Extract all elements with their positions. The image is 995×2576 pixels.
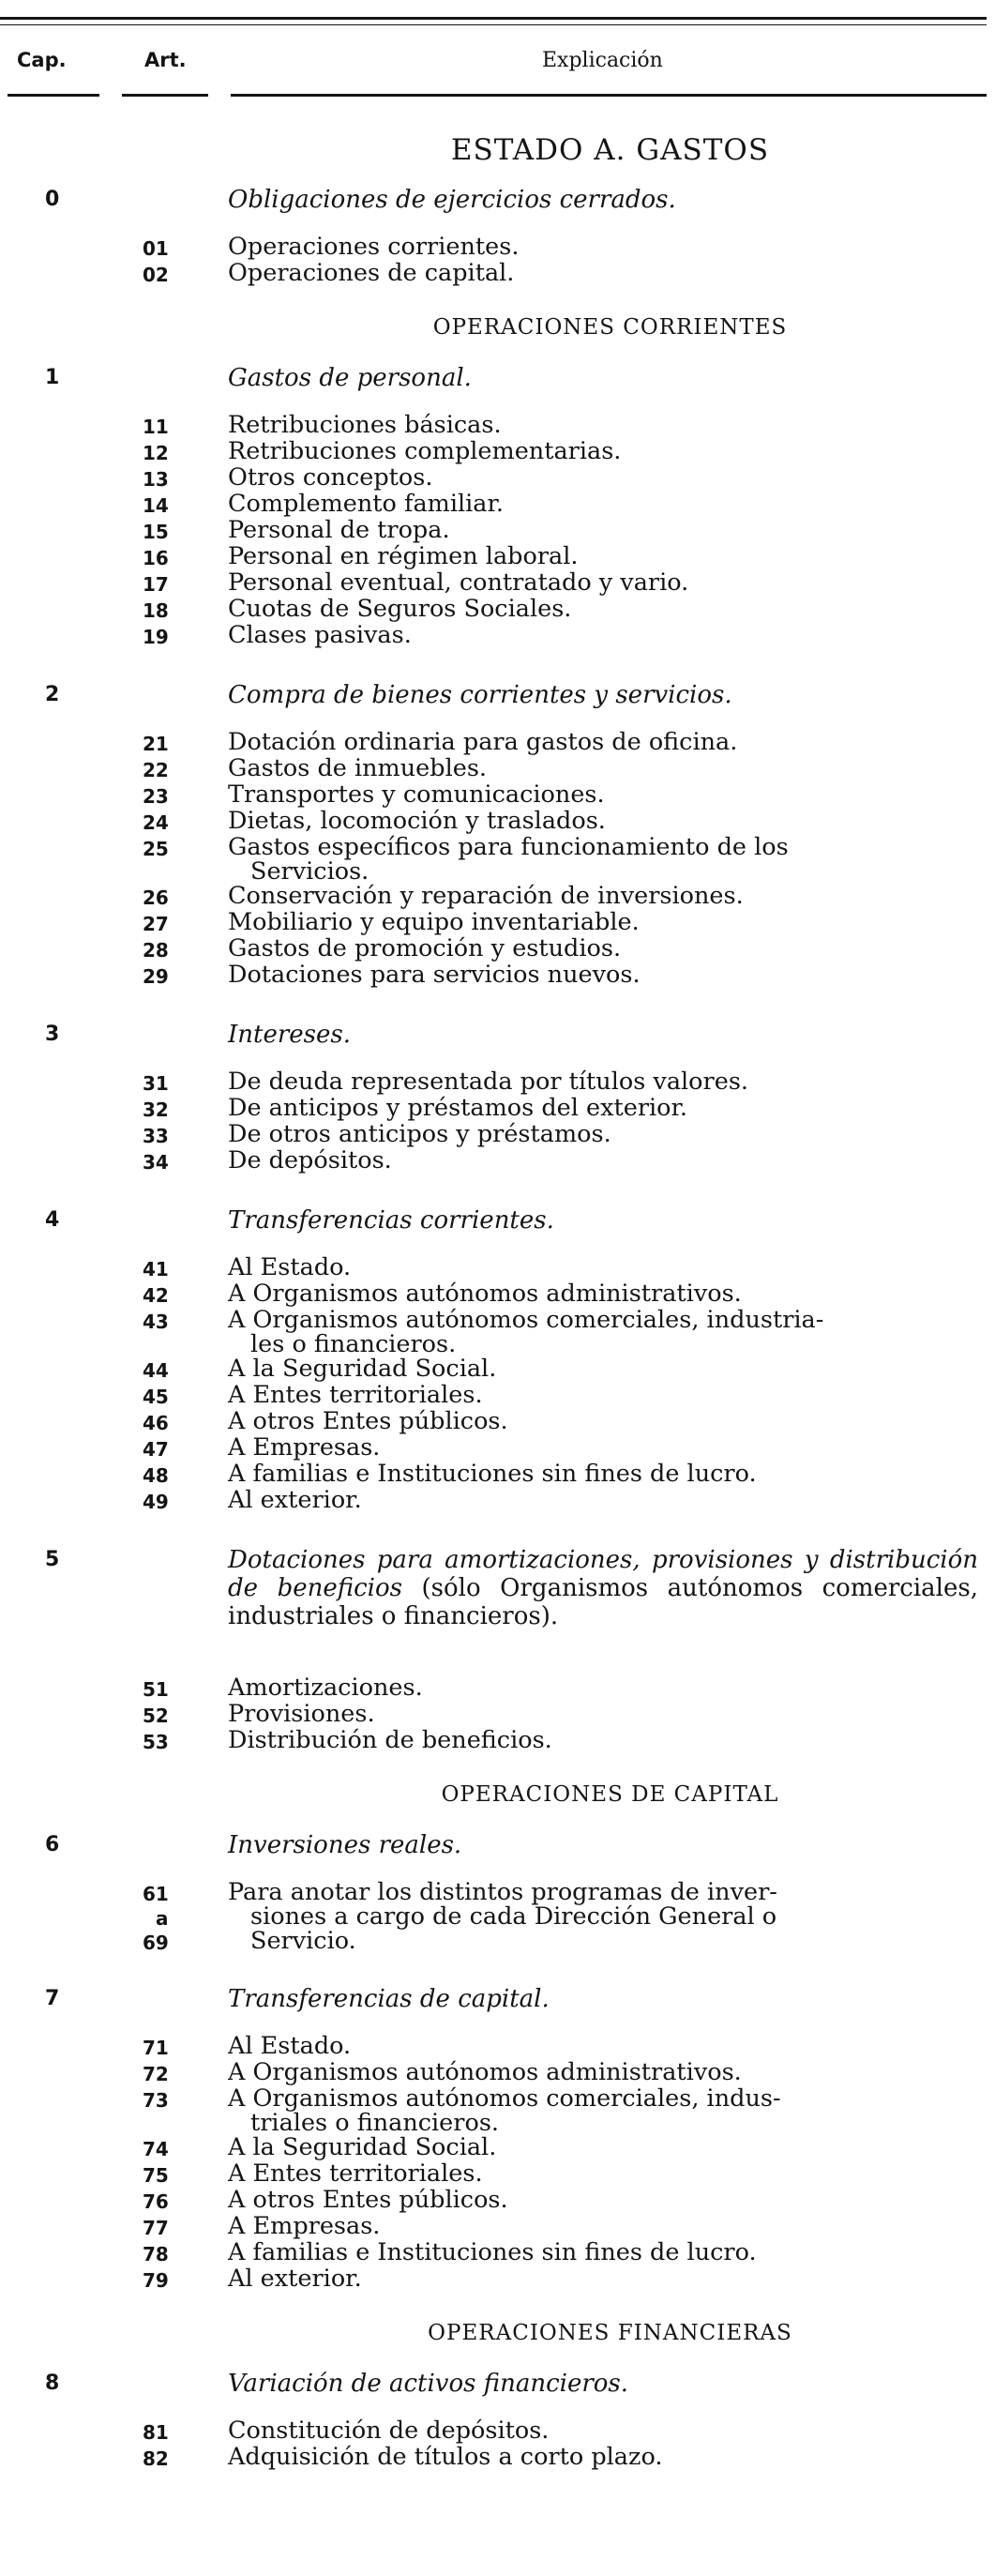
article-text-line: Para anotar los distintos programas de inver-: [228, 1878, 777, 1906]
article-text: [228, 1435, 980, 1460]
article-row: [0, 1069, 995, 1096]
article-text-line: A familias e Instituciones sin fines de lucro.: [228, 2238, 757, 2266]
spacer: [0, 989, 995, 1002]
article-text: [228, 2240, 980, 2265]
header-underline-explicacion: [231, 94, 987, 97]
article-number-value: 13: [143, 468, 169, 491]
article-text: [228, 2266, 980, 2291]
article-number-value: 47: [143, 1438, 169, 1461]
article-text: [228, 2214, 980, 2238]
article-number: [143, 572, 201, 597]
article-number-value: 02: [143, 264, 169, 286]
article-text-line: Distribución de beneficios.: [228, 1726, 552, 1754]
article-number: [143, 1283, 201, 1308]
article-text-line: Complemento familiar.: [228, 490, 504, 518]
chapter-number: 2: [45, 683, 60, 706]
article-text: [228, 1255, 980, 1280]
article-text: [228, 2086, 980, 2135]
chapter-row: [0, 1546, 995, 1662]
article-row: [0, 835, 995, 884]
article-text: [228, 623, 980, 647]
article-text-line: Adquisición de títulos a corto plazo.: [228, 2443, 663, 2471]
article-row: [0, 518, 995, 544]
article-number-value: 14: [143, 494, 169, 517]
article-row: [0, 1675, 995, 1702]
article-number: [143, 1463, 201, 1488]
article-row: [0, 492, 995, 518]
article-text: [228, 809, 980, 833]
article-row: [0, 1356, 995, 1383]
article-row: [0, 1148, 995, 1174]
article-number: [143, 441, 201, 465]
article-number-value: 82: [143, 2447, 169, 2470]
article-row: [0, 2161, 995, 2188]
article-number: [143, 1071, 201, 1096]
article-row: [0, 1880, 995, 1953]
article-row: [0, 623, 995, 649]
article-text-line: Transportes y comunicaciones.: [228, 780, 605, 809]
article-number-value: 48: [143, 1464, 169, 1487]
article-text-line: Al exterior.: [228, 1486, 362, 1514]
article-row: [0, 544, 995, 570]
article-number-value: 42: [143, 1284, 169, 1307]
spacer: [0, 2471, 995, 2484]
article-number: [143, 2036, 201, 2060]
article-row: [0, 2214, 995, 2240]
article-text: [228, 570, 980, 595]
article-number-value: 75: [143, 2164, 169, 2187]
article-number: [143, 912, 201, 936]
article-number: [143, 1150, 201, 1174]
article-text-line: A Entes territoriales.: [228, 2159, 483, 2188]
article-text: [228, 439, 980, 463]
article-text-line: Dietas, locomoción y traslados.: [228, 807, 606, 835]
article-text-line: A Empresas.: [228, 2212, 381, 2240]
article-row: [0, 570, 995, 597]
article-row: [0, 782, 995, 809]
article-text-line: De otros anticipos y préstamos.: [228, 1120, 611, 1148]
article-row: [0, 2188, 995, 2214]
article-number-value: 17: [143, 573, 169, 596]
article-number-value: 43: [143, 1311, 169, 1333]
article-number: [143, 236, 201, 261]
article-text-line: Gastos de inmuebles.: [228, 754, 488, 782]
article-number: [143, 599, 201, 623]
article-text: [228, 1383, 980, 1407]
article-number-range-word: a: [156, 1907, 169, 1930]
article-number: [143, 2268, 201, 2293]
article-number: [143, 964, 201, 989]
chapter-number: 0: [45, 188, 60, 211]
article-number: [143, 1437, 201, 1462]
article-text: [228, 1728, 980, 1752]
article-text: [228, 1702, 980, 1726]
article-text-continuation: triales o financieros.: [250, 2109, 500, 2137]
article-number-value: 11: [143, 416, 169, 438]
article-text-line: Al Estado.: [228, 1253, 352, 1281]
article-row: [0, 1255, 995, 1281]
article-row: [0, 809, 995, 835]
article-row: [0, 439, 995, 465]
article-text: [228, 730, 980, 754]
spacer: [0, 1174, 995, 1188]
section-heading: OPERACIONES FINANCIERAS: [428, 2321, 792, 2345]
article-number-value: 76: [143, 2190, 169, 2213]
article-row: [0, 2135, 995, 2161]
article-number-value: 33: [143, 1125, 169, 1147]
article-row: [0, 1281, 995, 1308]
article-text: [228, 1488, 980, 1512]
article-number-value: 23: [143, 785, 169, 808]
article-row: [0, 2060, 995, 2086]
article-number: [143, 1704, 201, 1728]
article-number: [143, 1098, 201, 1122]
chapter-title: Transferencias de capital.: [228, 1985, 550, 2013]
header-explicacion: Explicación: [542, 49, 663, 72]
article-number-value: 77: [143, 2217, 169, 2239]
article-number-value: 49: [143, 1491, 169, 1513]
article-text-line: De deuda representada por títulos valores.: [228, 1068, 749, 1096]
article-number: [143, 467, 201, 492]
chapter-title: Compra de bienes corrientes y servicios.: [228, 681, 732, 709]
article-number-value: 31: [143, 1072, 169, 1095]
article-text-line: Gastos específicos para funcionamiento de los: [228, 833, 789, 861]
article-text: [228, 544, 980, 568]
article-text: [228, 465, 980, 490]
article-text-continuation: Servicios.: [250, 857, 369, 886]
chapter-row: [0, 1206, 995, 1242]
article-text-line: A Organismos autónomos comerciales, indus-: [228, 2084, 781, 2113]
article-text-line: A otros Entes públicos.: [228, 1407, 508, 1435]
article-text-line: De depósitos.: [228, 1146, 392, 1174]
article-row: [0, 235, 995, 261]
chapter-title-italic: Dotaciones para amortizaciones, provisiones y distribución de beneficios: [228, 1546, 978, 1602]
article-number-value: 22: [143, 759, 169, 781]
article-number-value: 45: [143, 1386, 169, 1408]
article-text-line: Cuotas de Seguros Sociales.: [228, 595, 572, 623]
article-row: [0, 465, 995, 492]
article-text-line: Constitución de depósitos.: [228, 2417, 550, 2445]
article-row: [0, 1462, 995, 1488]
article-text: [228, 2161, 980, 2186]
article-number: [143, 520, 201, 544]
chapter-row: [0, 681, 995, 717]
article-row: [0, 962, 995, 989]
article-number-value: 19: [143, 626, 169, 648]
article-text-line: Retribuciones complementarias.: [228, 437, 622, 465]
article-number-value: 73: [143, 2089, 169, 2112]
article-text: [228, 2034, 980, 2058]
article-number-value: 81: [143, 2421, 169, 2444]
chapter-title-note: (sólo Organismos autónomos comerciales, industriales o financieros).: [228, 1574, 978, 1630]
article-text-line: A familias e Instituciones sin fines de lucro.: [228, 1460, 757, 1488]
chapter-title: Gastos de personal.: [228, 364, 472, 392]
article-row: [0, 261, 995, 287]
article-row: [0, 1702, 995, 1728]
article-text-continuation: les o financieros.: [250, 1330, 457, 1358]
article-text: [228, 413, 980, 437]
article-number-value: 78: [143, 2243, 169, 2265]
article-number: [143, 2216, 201, 2240]
article-text-line: De anticipos y préstamos del exterior.: [228, 1094, 688, 1122]
article-row: [0, 1435, 995, 1462]
article-text: [228, 1675, 980, 1700]
article-number: [143, 2062, 201, 2086]
article-number: [143, 493, 201, 518]
article-text-line: Operaciones corrientes.: [228, 233, 520, 261]
article-text-line: Al Estado.: [228, 2032, 352, 2060]
article-row: [0, 1383, 995, 1409]
article-text-line: Dotaciones para servicios nuevos.: [228, 961, 641, 989]
spacer: [0, 1514, 995, 1527]
article-text-line: Dotación ordinaria para gastos de oficina.: [228, 728, 738, 756]
article-number-value: 01: [143, 237, 169, 260]
header-cap: Cap.: [17, 49, 67, 71]
top-rule-thin: [0, 24, 987, 25]
article-number-value: 24: [143, 811, 169, 834]
article-number: [143, 415, 201, 439]
article-row: [0, 1409, 995, 1435]
article-number-value: 46: [143, 1412, 169, 1434]
article-number: [143, 2190, 201, 2214]
article-text-line: Personal eventual, contratado y vario.: [228, 568, 689, 597]
article-text-line: Clases pasivas.: [228, 621, 412, 649]
article-text: [228, 910, 980, 934]
article-text: [228, 1880, 980, 1953]
article-text: [228, 1409, 980, 1433]
article-text-line: Personal de tropa.: [228, 516, 450, 544]
article-row: [0, 730, 995, 756]
article-number-value: 51: [143, 1678, 169, 1701]
article-number-value: 74: [143, 2138, 169, 2160]
article-number: [143, 1124, 201, 1148]
article-row: [0, 1096, 995, 1122]
article-number: [143, 1385, 201, 1409]
article-text: [228, 1148, 980, 1173]
article-number: [143, 811, 201, 835]
chapter-title: Obligaciones de ejercicios cerrados.: [228, 186, 676, 214]
article-number: [143, 938, 201, 962]
article-text: [228, 2188, 980, 2212]
article-number: [143, 2088, 201, 2113]
chapter-number: 4: [45, 1208, 60, 1232]
article-text: [228, 2060, 980, 2084]
chapter-title: Intereses.: [228, 1021, 352, 1049]
article-number-value: 12: [143, 442, 169, 464]
article-text-line: Gastos de promoción y estudios.: [228, 934, 622, 962]
article-row: [0, 2266, 995, 2293]
article-text-line: A Entes territoriales.: [228, 1381, 483, 1409]
article-row: [0, 936, 995, 962]
article-text: [228, 756, 980, 780]
chapter-title: [228, 1546, 978, 1630]
article-text: [228, 597, 980, 621]
article-text-line: Al exterior.: [228, 2265, 362, 2293]
article-number-value: 44: [143, 1359, 169, 1382]
article-text-line: A Organismos autónomos comerciales, industria-: [228, 1306, 824, 1334]
article-text: [228, 1122, 980, 1146]
chapter-row: [0, 1021, 995, 1056]
spacer: [0, 1754, 995, 1767]
article-row: [0, 756, 995, 782]
article-text: [228, 1462, 980, 1486]
article-text: [228, 936, 980, 961]
article-row: [0, 2086, 995, 2135]
article-row: [0, 1122, 995, 1148]
article-row: [0, 1308, 995, 1356]
article-number-value: 29: [143, 965, 169, 988]
article-number: [143, 837, 201, 861]
article-text: [228, 1096, 980, 1120]
chapter-row: [0, 2370, 995, 2405]
article-number: [143, 1358, 201, 1383]
chapter-number: 1: [45, 366, 60, 389]
article-number-value: 34: [143, 1151, 169, 1174]
article-number: [143, 1257, 201, 1281]
article-number-value: 61: [143, 1883, 169, 1905]
header-underline-cap: [8, 94, 99, 97]
article-number: [143, 1882, 201, 1955]
spacer: [0, 287, 995, 300]
article-row: [0, 910, 995, 936]
article-number-value: 25: [143, 838, 169, 860]
article-text-line: Personal en régimen laboral.: [228, 542, 579, 570]
article-text: [228, 1281, 980, 1306]
article-text: [228, 2135, 980, 2159]
article-text-continuation: siones a cargo de cada Dirección General o: [250, 1902, 777, 1931]
article-text: [228, 1069, 980, 1094]
chapter-row: [0, 1831, 995, 1867]
article-text: [228, 261, 980, 285]
chapter-row: [0, 1985, 995, 2021]
article-number-value: 53: [143, 1731, 169, 1753]
article-row: [0, 413, 995, 439]
article-text: [228, 235, 980, 259]
article-text: [228, 492, 980, 516]
article-text: [228, 884, 980, 908]
article-text-line: Provisiones.: [228, 1700, 375, 1728]
chapter-title: Transferencias corrientes.: [228, 1206, 554, 1235]
document-body: [0, 122, 995, 2484]
article-number: [143, 758, 201, 782]
article-number-value: 21: [143, 733, 169, 755]
article-number: [143, 732, 201, 756]
article-text: [228, 962, 980, 987]
article-number: [143, 2420, 201, 2445]
article-number-value: 52: [143, 1705, 169, 1727]
article-number-value: 71: [143, 2037, 169, 2059]
article-number: [143, 1411, 201, 1435]
article-number: [143, 1490, 201, 1514]
article-text-line: Amortizaciones.: [228, 1674, 423, 1702]
article-text: [228, 1356, 980, 1381]
article-number-value: 27: [143, 913, 169, 935]
chapter-title: Inversiones reales.: [228, 1831, 462, 1859]
article-text-line: A Organismos autónomos administrativos.: [228, 1280, 742, 1308]
article-number: [143, 2137, 201, 2161]
article-text-line: Operaciones de capital.: [228, 259, 515, 287]
chapter-number: 7: [45, 1987, 60, 2010]
chapter-number: 3: [45, 1023, 60, 1046]
chapter-number: 6: [45, 1833, 60, 1856]
article-text-line: Retribuciones básicas.: [228, 411, 502, 439]
article-row: [0, 2418, 995, 2445]
article-number: [143, 1677, 201, 1702]
article-number-value: 18: [143, 599, 169, 622]
article-number: [143, 546, 201, 570]
article-number-value: 28: [143, 939, 169, 962]
article-number-range-end: 69: [143, 1932, 169, 1954]
article-number: [143, 2163, 201, 2188]
article-row: [0, 2240, 995, 2266]
article-row: [0, 884, 995, 910]
article-row: [0, 597, 995, 623]
section-heading: OPERACIONES DE CAPITAL: [441, 1782, 779, 1807]
article-text: [228, 835, 980, 884]
spacer: [0, 1953, 995, 1966]
article-number-value: 16: [143, 547, 169, 569]
article-number-value: 41: [143, 1258, 169, 1280]
article-row: [0, 2034, 995, 2060]
chapter-title: Variación de activos financieros.: [228, 2370, 629, 2398]
article-number: [143, 625, 201, 649]
article-text: [228, 2418, 980, 2443]
chapter-row: [0, 186, 995, 221]
article-number: [143, 886, 201, 910]
article-number-value: 79: [143, 2269, 169, 2292]
article-number: [143, 1310, 201, 1334]
article-number-value: 32: [143, 1099, 169, 1121]
article-number: [143, 263, 201, 287]
article-text: [228, 782, 980, 807]
article-number: [143, 2447, 201, 2471]
chapter-number: 5: [45, 1548, 60, 1571]
article-number-value: 72: [143, 2063, 169, 2085]
article-text-line: Conservación y reparación de inversiones.: [228, 882, 744, 910]
article-number: [143, 1730, 201, 1754]
article-text-line: A Organismos autónomos administrativos.: [228, 2058, 742, 2086]
article-text-continuation: Servicio.: [250, 1927, 356, 1955]
top-rule: [0, 17, 987, 20]
article-number-value: 15: [143, 521, 169, 543]
article-text: [228, 1308, 980, 1356]
article-text: [228, 2445, 980, 2469]
article-number-value: 26: [143, 886, 169, 909]
chapter-row: [0, 364, 995, 400]
document-title: ESTADO A. GASTOS: [450, 133, 770, 167]
article-row: [0, 1488, 995, 1514]
article-text-line: Otros conceptos.: [228, 463, 433, 492]
article-number: [143, 784, 201, 809]
chapter-number: 8: [45, 2371, 60, 2395]
article-text-line: A la Seguridad Social.: [228, 2133, 497, 2161]
article-row: [0, 1728, 995, 1754]
article-text: [228, 518, 980, 542]
article-text-line: A otros Entes públicos.: [228, 2186, 508, 2214]
spacer: [0, 2293, 995, 2306]
article-row: [0, 2445, 995, 2471]
article-number: [143, 2242, 201, 2266]
section-heading: OPERACIONES CORRIENTES: [432, 315, 788, 340]
budget-classification: [0, 186, 995, 2484]
article-text-line: A Empresas.: [228, 1433, 381, 1462]
article-text-line: A la Seguridad Social.: [228, 1355, 497, 1383]
header-art: Art.: [144, 49, 187, 71]
article-text-line: Mobiliario y equipo inventariable.: [228, 908, 640, 936]
spacer: [0, 649, 995, 662]
header-underline-art: [122, 94, 208, 97]
